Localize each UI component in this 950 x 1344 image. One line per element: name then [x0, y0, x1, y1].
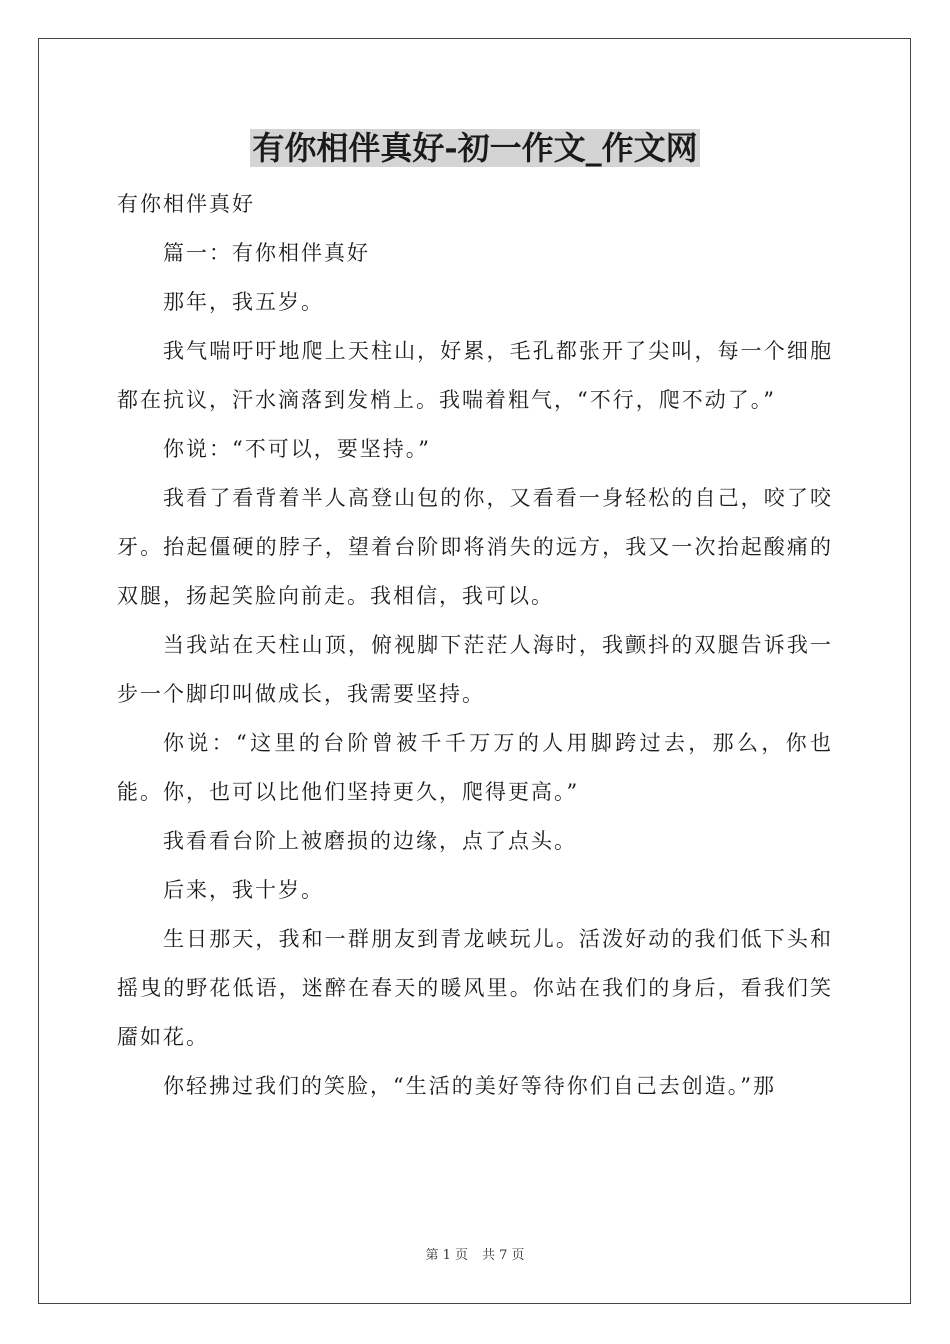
document-body: [117, 180, 833, 1111]
paragraph-section-heading: 篇一：有你相伴真好: [163, 241, 370, 265]
paragraph: 当我站在天柱山顶，俯视脚下茫茫人海时，我颤抖的双腿告诉我一步一个脚印叫做成长，我需要坚持。: [117, 633, 833, 706]
paragraph: 生日那天，我和一群朋友到青龙峡玩儿。活泼好动的我们低下头和摇曳的野花低语，迷醉在春天的暖风里。你站在我们的身后，看我们笑靥如花。: [117, 927, 833, 1049]
page-number: 第 1 页: [425, 1248, 468, 1263]
document-title-text: 有你相伴真好-初一作文_作文网: [252, 129, 698, 167]
paragraph-subtitle: 有你相伴真好: [117, 192, 255, 216]
paragraph: 我气喘吁吁地爬上天柱山，好累，毛孔都张开了尖叫，每一个细胞都在抗议，汗水滴落到发梢上。我喘着粗气，“不行，爬不动了。”: [117, 339, 833, 412]
paragraph: 我看了看背着半人高登山包的你，又看看一身轻松的自己，咬了咬牙。抬起僵硬的脖子，望着台阶即将消失的远方，我又一次抬起酸痛的双腿，扬起笑脸向前走。我相信，我可以。: [117, 486, 833, 608]
page-total: 共 7 页: [482, 1248, 525, 1263]
document-title: [0, 126, 950, 170]
paragraph: 那年，我五岁。: [163, 290, 324, 314]
paragraph: 你轻拂过我们的笑脸，“生活的美好等待你们自己去创造。”那: [163, 1074, 776, 1098]
paragraph: 我看看台阶上被磨损的边缘，点了点头。: [163, 829, 577, 853]
paragraph: 你说：“这里的台阶曾被千千万万的人用脚跨过去，那么，你也能。你，也可以比他们坚持更久，爬得更高。”: [117, 731, 833, 804]
paragraph: 你说：“不可以，要坚持。”: [163, 437, 431, 461]
page-footer: [0, 1247, 950, 1265]
paragraph: 后来，我十岁。: [163, 878, 324, 902]
